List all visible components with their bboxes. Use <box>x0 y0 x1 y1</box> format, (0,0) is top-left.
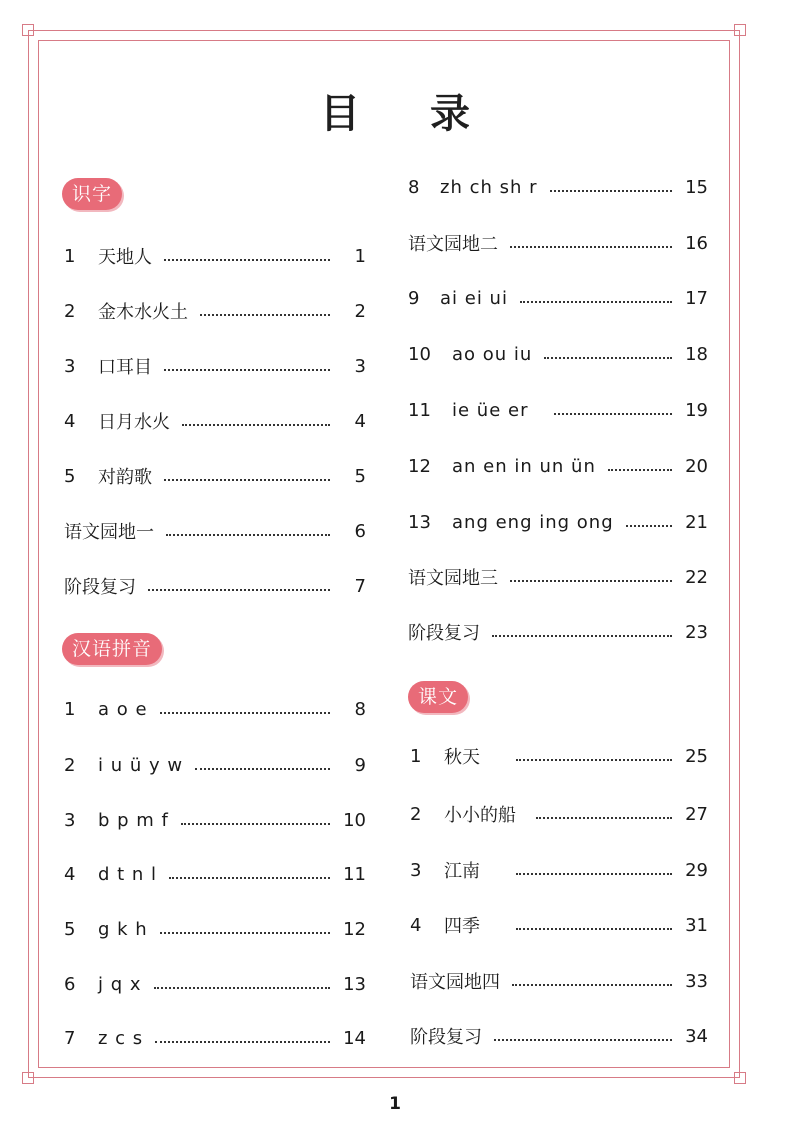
leader-dots <box>536 817 672 819</box>
entry-title: 江南 <box>444 861 480 882</box>
entry-number: 2 <box>410 803 422 825</box>
toc-entry[interactable] <box>64 296 366 326</box>
entry-page: 6 <box>354 520 366 542</box>
leader-dots <box>544 357 672 359</box>
leader-dots <box>155 1041 330 1043</box>
entry-number: 1 <box>64 245 76 267</box>
section-tag-shizi: 识字 <box>62 178 122 210</box>
leader-dots <box>164 369 330 371</box>
section-tag-pinyin: 汉语拼音 <box>62 633 162 665</box>
entry-title: zh ch sh r <box>440 176 538 198</box>
entry-page: 11 <box>343 863 366 885</box>
toc-entry[interactable] <box>64 805 366 835</box>
toc-entry[interactable] <box>408 283 708 313</box>
entry-page: 15 <box>685 176 708 198</box>
entry-number: 3 <box>64 355 76 377</box>
entry-title: i u ü y w <box>98 754 184 776</box>
entry-title: 日月水火 <box>98 412 170 433</box>
toc-entry[interactable] <box>408 562 708 592</box>
entry-title: ai ei ui <box>440 287 508 309</box>
toc-entry[interactable] <box>408 451 708 481</box>
entry-title: 小小的船 <box>444 805 516 826</box>
entry-page: 16 <box>685 232 708 254</box>
leader-dots <box>492 635 672 637</box>
leader-dots <box>166 534 330 536</box>
entry-page: 27 <box>685 803 708 825</box>
entry-title: 阶段复习 <box>64 577 136 598</box>
entry-number: 10 <box>408 343 431 365</box>
leader-dots <box>154 987 330 989</box>
section-tag-kewen: 课文 <box>408 681 468 713</box>
leader-dots <box>200 314 330 316</box>
entry-page: 10 <box>343 809 366 831</box>
entry-title: a o e <box>98 698 148 720</box>
entry-number: 6 <box>64 973 76 995</box>
corner-ornament-br <box>734 1072 746 1084</box>
toc-entry[interactable] <box>408 228 708 258</box>
toc-entry[interactable] <box>410 910 708 940</box>
toc-entry[interactable] <box>64 750 366 780</box>
entry-title: 金木水火土 <box>98 302 188 323</box>
page-title: 目 录 <box>320 90 498 137</box>
toc-entry[interactable] <box>408 339 708 369</box>
toc-entry[interactable] <box>408 172 708 202</box>
entry-number: 7 <box>64 1027 76 1049</box>
entry-page: 29 <box>685 859 708 881</box>
entry-title: b p m f <box>98 809 169 831</box>
leader-dots <box>626 525 672 527</box>
corner-ornament-bl <box>22 1072 34 1084</box>
entry-title: j q x <box>98 973 142 995</box>
entry-title: ang eng ing ong <box>452 511 614 533</box>
toc-entry[interactable] <box>64 694 366 724</box>
entry-number: 8 <box>408 176 420 198</box>
toc-entry[interactable] <box>410 799 708 829</box>
entry-title: z c s <box>98 1027 144 1049</box>
leader-dots <box>181 823 330 825</box>
toc-entry[interactable] <box>408 395 708 425</box>
entry-title: 语文园地二 <box>408 234 498 255</box>
leader-dots <box>516 873 672 875</box>
leader-dots <box>182 424 330 426</box>
entry-title: 语文园地三 <box>408 568 498 589</box>
entry-page: 19 <box>685 399 708 421</box>
toc-entry[interactable] <box>408 617 708 647</box>
leader-dots <box>510 246 672 248</box>
leader-dots <box>164 259 330 261</box>
entry-page: 8 <box>354 698 366 720</box>
entry-title: 秋天 <box>444 747 480 768</box>
entry-number: 1 <box>64 698 76 720</box>
entry-number: 5 <box>64 465 76 487</box>
entry-number: 5 <box>64 918 76 940</box>
toc-entry[interactable] <box>64 914 366 944</box>
leader-dots <box>148 589 330 591</box>
entry-page: 4 <box>354 410 366 432</box>
entry-number: 12 <box>408 455 431 477</box>
entry-page: 5 <box>354 465 366 487</box>
entry-page: 1 <box>354 245 366 267</box>
entry-page: 2 <box>354 300 366 322</box>
entry-number: 11 <box>408 399 431 421</box>
toc-entry[interactable] <box>410 741 708 771</box>
entry-title: 语文园地四 <box>410 972 500 993</box>
entry-page: 33 <box>685 970 708 992</box>
toc-entry[interactable] <box>64 859 366 889</box>
entry-number: 4 <box>64 863 76 885</box>
entry-page: 3 <box>354 355 366 377</box>
leader-dots <box>195 768 330 770</box>
entry-page: 20 <box>685 455 708 477</box>
toc-entry[interactable] <box>64 461 366 491</box>
entry-title: d t n l <box>98 863 158 885</box>
entry-title: 阶段复习 <box>408 623 480 644</box>
entry-title: ao ou iu <box>452 343 533 365</box>
entry-page: 31 <box>685 914 708 936</box>
leader-dots <box>160 932 330 934</box>
entry-title: 对韵歌 <box>98 467 152 488</box>
leader-dots <box>512 984 672 986</box>
entry-title: 阶段复习 <box>410 1027 482 1048</box>
entry-number: 3 <box>64 809 76 831</box>
leader-dots <box>494 1039 672 1041</box>
leader-dots <box>516 759 672 761</box>
toc-entry[interactable] <box>64 1023 366 1053</box>
toc-entry[interactable] <box>64 516 366 546</box>
corner-ornament-tr <box>734 24 746 36</box>
entry-number: 3 <box>410 859 422 881</box>
entry-title: 四季 <box>444 916 480 937</box>
entry-number: 4 <box>410 914 422 936</box>
toc-entry[interactable] <box>64 969 366 999</box>
entry-number: 9 <box>408 287 420 309</box>
leader-dots <box>169 877 330 879</box>
leader-dots <box>164 479 330 481</box>
entry-page: 13 <box>343 973 366 995</box>
entry-page: 25 <box>685 745 708 767</box>
toc-entry[interactable] <box>408 507 708 537</box>
entry-title: ie üe er <box>452 399 529 421</box>
leader-dots <box>160 712 330 714</box>
entry-number: 4 <box>64 410 76 432</box>
leader-dots <box>554 413 672 415</box>
page-number: 1 <box>389 1094 401 1114</box>
entry-title: an en in un ün <box>452 455 596 477</box>
entry-page: 9 <box>354 754 366 776</box>
corner-ornament-tl <box>22 24 34 36</box>
leader-dots <box>520 301 672 303</box>
toc-entry[interactable] <box>410 966 708 996</box>
entry-number: 1 <box>410 745 422 767</box>
entry-page: 23 <box>685 621 708 643</box>
entry-page: 7 <box>354 575 366 597</box>
entry-page: 17 <box>685 287 708 309</box>
entry-number: 2 <box>64 300 76 322</box>
entry-page: 18 <box>685 343 708 365</box>
entry-number: 13 <box>408 511 431 533</box>
toc-entry[interactable] <box>64 406 366 436</box>
entry-title: 口耳目 <box>98 357 152 378</box>
entry-title: 天地人 <box>98 247 152 268</box>
leader-dots <box>516 928 672 930</box>
entry-title: 语文园地一 <box>64 522 154 543</box>
toc-entry[interactable] <box>64 351 366 381</box>
toc-entry[interactable] <box>64 571 366 601</box>
toc-entry[interactable] <box>64 241 366 271</box>
entry-page: 34 <box>685 1025 708 1047</box>
leader-dots <box>510 580 672 582</box>
leader-dots <box>550 190 672 192</box>
toc-entry[interactable] <box>410 855 708 885</box>
toc-entry[interactable] <box>410 1021 708 1051</box>
entry-page: 12 <box>343 918 366 940</box>
entry-page: 21 <box>685 511 708 533</box>
entry-number: 2 <box>64 754 76 776</box>
leader-dots <box>608 469 672 471</box>
entry-title: g k h <box>98 918 148 940</box>
entry-page: 14 <box>343 1027 366 1049</box>
entry-page: 22 <box>685 566 708 588</box>
